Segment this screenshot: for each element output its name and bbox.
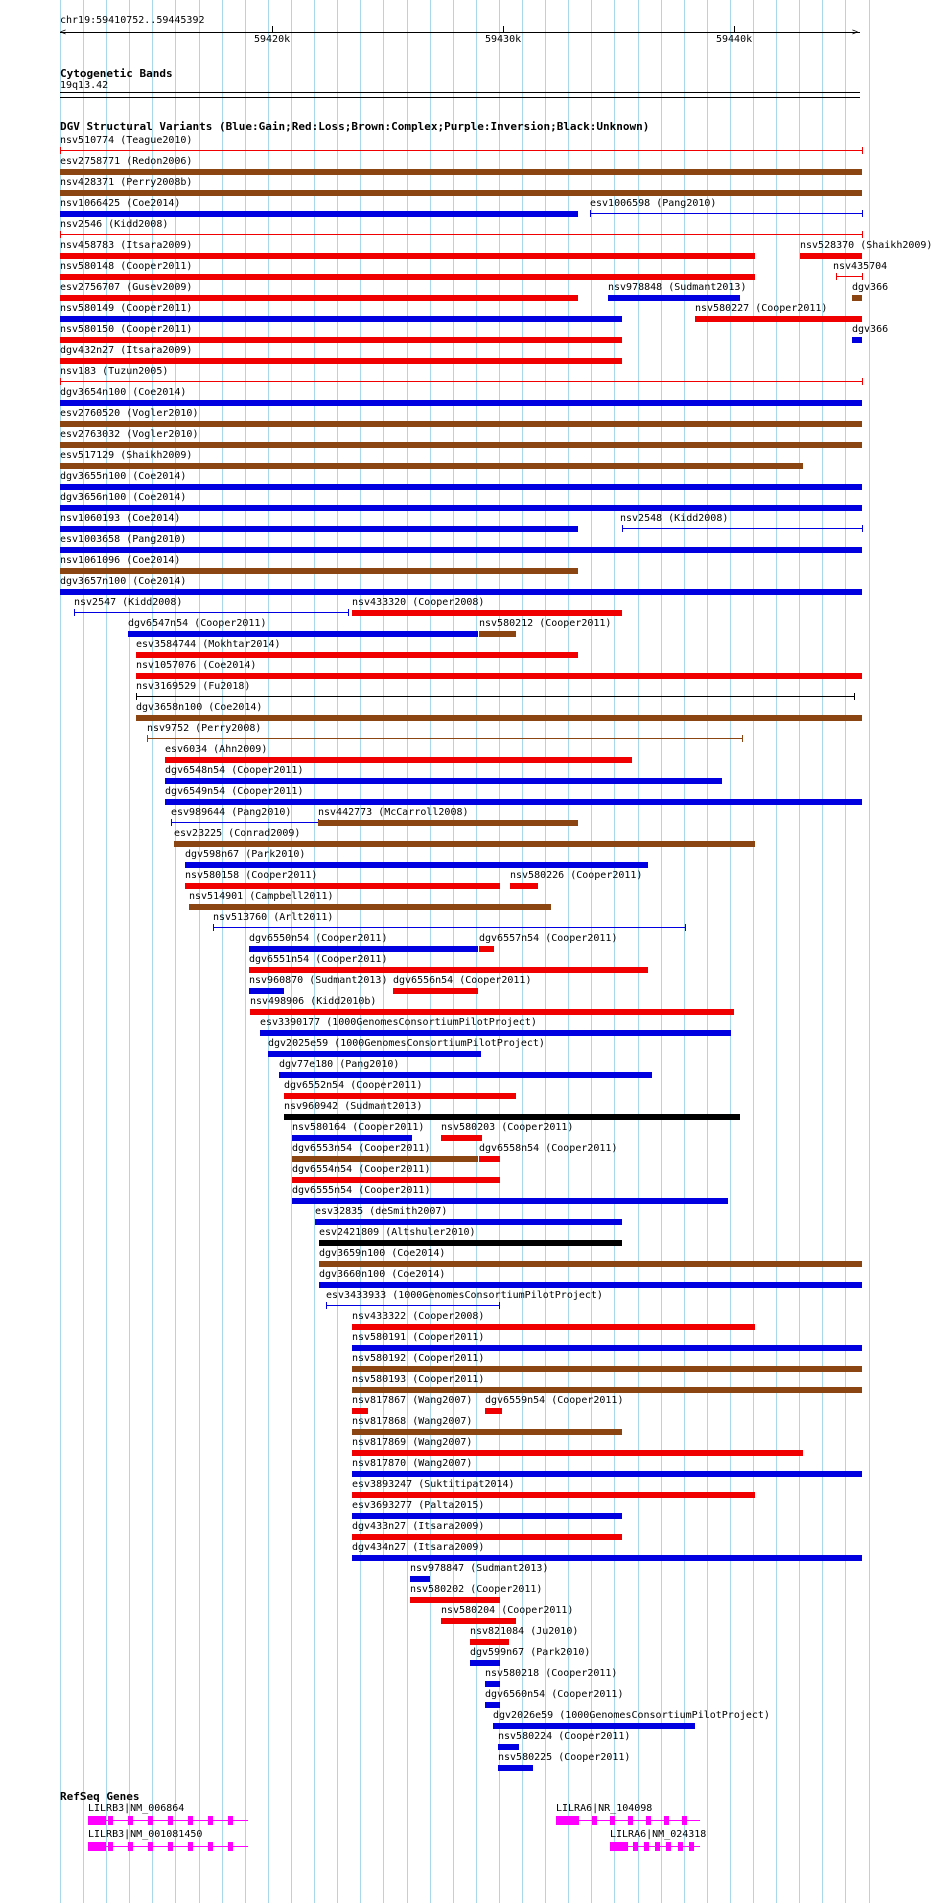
dgv-feature-bar[interactable] [60, 211, 578, 217]
refseq-gene-exon[interactable] [208, 1816, 213, 1825]
dgv-feature-endcap [60, 378, 61, 385]
dgv-feature-label[interactable]: nsv960942 (Sudmant2013) [284, 1101, 423, 1112]
refseq-gene-exon[interactable] [188, 1816, 193, 1825]
dgv-feature-bar[interactable] [60, 316, 622, 322]
ruler-tick-label: 59420k [254, 34, 291, 45]
refseq-gene-label[interactable]: LILRA6|NM_024318 [610, 1829, 707, 1840]
refseq-gene-exon[interactable] [689, 1842, 694, 1851]
dgv-feature-label[interactable]: esv6034 (Ahn2009) [165, 744, 268, 755]
dgv-feature-endcap [862, 210, 863, 217]
dgv-feature-label[interactable]: nsv510774 (Teague2010) [60, 135, 193, 146]
dgv-feature-label[interactable]: dgv6549n54 (Cooper2011) [165, 786, 304, 797]
dgv-feature-label[interactable]: esv3584744 (Mokhtar2014) [136, 639, 281, 650]
dgv-feature-label[interactable]: nsv183 (Tuzun2005) [60, 366, 169, 377]
dgv-feature-bar[interactable] [292, 1198, 728, 1204]
grid-line [245, 0, 246, 1903]
dgv-feature-bar[interactable] [185, 883, 500, 889]
dgv-feature-label[interactable]: esv3693277 (Palta2015) [352, 1500, 485, 1511]
dgv-feature-bar[interactable] [60, 295, 578, 301]
dgv-feature-label[interactable]: nsv580158 (Cooper2011) [185, 870, 318, 881]
refseq-gene-exon[interactable] [88, 1816, 106, 1825]
dgv-feature-bar[interactable] [165, 757, 632, 763]
dgv-feature-bar[interactable] [292, 1135, 412, 1141]
dgv-feature-bar[interactable] [410, 1576, 430, 1582]
dgv-feature-bar[interactable] [185, 862, 648, 868]
refseq-gene-exon[interactable] [682, 1816, 687, 1825]
dgv-feature-endcap [590, 210, 591, 217]
dgv-feature-label[interactable]: dgv77e180 (Pang2010) [279, 1059, 400, 1070]
dgv-feature-bar[interactable] [60, 505, 862, 511]
dgv-feature-label[interactable]: nsv580191 (Cooper2011) [352, 1332, 485, 1343]
grid-line [222, 0, 223, 1903]
dgv-feature-bar[interactable] [608, 295, 740, 301]
refseq-gene-exon[interactable] [88, 1842, 106, 1851]
refseq-gene-label[interactable]: LILRB3|NM_006864 [88, 1803, 185, 1814]
dgv-feature-bar[interactable] [800, 253, 862, 259]
dgv-feature-endcap [147, 735, 148, 742]
refseq-gene-exon[interactable] [644, 1842, 649, 1851]
dgv-feature-bar[interactable] [352, 1471, 862, 1477]
dgv-feature-label[interactable]: nsv580212 (Cooper2011) [479, 618, 612, 629]
grid-line [568, 0, 569, 1903]
dgv-feature-label[interactable]: nsv817868 (Wang2007) [352, 1416, 473, 1427]
dgv-feature-label[interactable]: dgv366 [852, 324, 889, 335]
dgv-feature-label[interactable]: dgv3655n100 (Coe2014) [60, 471, 187, 482]
dgv-feature-endcap [74, 609, 75, 616]
dgv-feature-endcap [60, 147, 61, 154]
dgv-feature-label[interactable]: nsv580225 (Cooper2011) [498, 1752, 631, 1763]
grid-line [822, 0, 823, 1903]
refseq-gene-exon[interactable] [666, 1842, 671, 1851]
ruler-tick [503, 26, 504, 33]
dgv-feature-label[interactable]: nsv514901 (Campbell2011) [189, 891, 334, 902]
refseq-gene-exon[interactable] [621, 1842, 626, 1851]
dgv-feature-bar[interactable] [318, 820, 578, 826]
dgv-feature-bar[interactable] [441, 1135, 482, 1141]
dgv-feature-bar[interactable] [498, 1765, 533, 1771]
dgv-feature-label[interactable]: nsv580227 (Cooper2011) [695, 303, 828, 314]
dgv-feature-bar[interactable] [479, 631, 516, 637]
dgv-feature-bar[interactable] [498, 1744, 519, 1750]
dgv-feature-bar[interactable] [485, 1681, 500, 1687]
dgv-feature-bar[interactable] [485, 1702, 500, 1708]
dgv-feature-label[interactable]: nsv458783 (Itsara2009) [60, 240, 193, 251]
dgv-feature-label[interactable]: nsv817870 (Wang2007) [352, 1458, 473, 1469]
dgv-feature-label[interactable]: esv2763032 (Vogler2010) [60, 429, 199, 440]
grid-line [799, 0, 800, 1903]
dgv-feature-bar[interactable] [852, 337, 862, 343]
dgv-feature-bar[interactable] [249, 967, 648, 973]
dgv-feature-endcap [836, 273, 837, 280]
dgv-feature-bar[interactable] [60, 526, 578, 532]
refseq-gene-label[interactable]: LILRB3|NM_001081450 [88, 1829, 203, 1840]
dgv-feature-bar[interactable] [393, 988, 478, 994]
dgv-feature-bar[interactable] [319, 1282, 862, 1288]
dgv-feature-label[interactable]: dgv366 [852, 282, 889, 293]
dgv-feature-label[interactable]: esv3433933 (1000GenomesConsortiumPilotProject) [326, 1290, 603, 1301]
dgv-feature-bar[interactable] [284, 1093, 516, 1099]
refseq-gene-exon[interactable] [592, 1816, 597, 1825]
dgv-feature-bar[interactable] [352, 1450, 803, 1456]
dgv-feature-bar[interactable] [136, 652, 578, 658]
dgv-feature-label[interactable]: nsv580226 (Cooper2011) [510, 870, 643, 881]
ruler-left-arrow[interactable]: < [60, 27, 67, 38]
dgv-feature-label[interactable]: nsv1057076 (Coe2014) [136, 660, 257, 671]
dgv-feature-label[interactable]: nsv978848 (Sudmant2013) [608, 282, 747, 293]
dgv-feature-bar[interactable] [352, 1492, 755, 1498]
dgv-feature-bar[interactable] [165, 799, 862, 805]
dgv-feature-endcap [622, 525, 623, 532]
dgv-feature-label[interactable]: dgv3658n100 (Coe2014) [136, 702, 263, 713]
dgv-feature-bar[interactable] [60, 568, 578, 574]
dgv-feature-label[interactable]: nsv1060193 (Coe2014) [60, 513, 181, 524]
dgv-feature-bar[interactable] [319, 1261, 862, 1267]
cytoband-track-title[interactable]: Cytogenetic Bands [60, 67, 173, 80]
dgv-feature-bar[interactable] [60, 463, 803, 469]
dgv-feature-label[interactable]: dgv6555n54 (Cooper2011) [292, 1185, 431, 1196]
dgv-feature-bar[interactable] [836, 276, 862, 277]
dgv-feature-bar[interactable] [284, 1114, 740, 1120]
dgv-feature-bar[interactable] [60, 547, 862, 553]
dgv-feature-bar[interactable] [352, 610, 622, 616]
dgv-feature-label[interactable]: dgv6557n54 (Cooper2011) [479, 933, 618, 944]
dgv-feature-label[interactable]: nsv442773 (McCarroll2008) [318, 807, 469, 818]
dgv-feature-label[interactable]: esv2421809 (Altshuler2010) [319, 1227, 476, 1238]
dgv-feature-label[interactable]: nsv580192 (Cooper2011) [352, 1353, 485, 1364]
dgv-feature-label[interactable]: dgv6556n54 (Cooper2011) [393, 975, 532, 986]
dgv-feature-label[interactable]: esv23225 (Conrad2009) [174, 828, 301, 839]
ruler-tick-label: 59440k [716, 34, 753, 45]
dgv-feature-label[interactable]: esv2760520 (Vogler2010) [60, 408, 199, 419]
dgv-feature-label[interactable]: dgv598n67 (Park2010) [185, 849, 306, 860]
dgv-feature-bar[interactable] [470, 1660, 500, 1666]
dgv-feature-bar[interactable] [470, 1639, 509, 1645]
dgv-feature-label[interactable]: nsv580202 (Cooper2011) [410, 1584, 543, 1595]
dgv-feature-label[interactable]: dgv434n27 (Itsara2009) [352, 1542, 485, 1553]
dgv-feature-endcap [862, 147, 863, 154]
ruler-tick-label: 59430k [485, 34, 522, 45]
grid-line [199, 0, 200, 1903]
refseq-gene-exon[interactable] [228, 1842, 233, 1851]
dgv-feature-label[interactable]: nsv580149 (Cooper2011) [60, 303, 193, 314]
dgv-feature-label[interactable]: nsv580218 (Cooper2011) [485, 1668, 618, 1679]
grid-line [591, 0, 592, 1903]
dgv-feature-label[interactable]: dgv2026e59 (1000GenomesConsortiumPilotProject) [493, 1710, 770, 1721]
dgv-feature-bar[interactable] [352, 1324, 755, 1330]
dgv-feature-label[interactable]: dgv599n67 (Park2010) [470, 1647, 591, 1658]
dgv-feature-bar[interactable] [315, 1219, 622, 1225]
dgv-feature-bar[interactable] [319, 1240, 622, 1246]
dgv-feature-bar[interactable] [292, 1156, 478, 1162]
dgv-feature-bar[interactable] [136, 715, 862, 721]
dgv-feature-label[interactable]: esv2758771 (Redon2006) [60, 156, 193, 167]
dgv-feature-label[interactable]: dgv6550n54 (Cooper2011) [249, 933, 388, 944]
dgv-feature-bar[interactable] [60, 421, 862, 427]
dgv-feature-label[interactable]: nsv2547 (Kidd2008) [74, 597, 183, 608]
dgv-feature-endcap [326, 1302, 327, 1309]
dgv-feature-label[interactable]: dgv3659n100 (Coe2014) [319, 1248, 446, 1259]
refseq-gene-exon[interactable] [128, 1842, 133, 1851]
grid-line [522, 0, 523, 1903]
dgv-feature-bar[interactable] [622, 528, 862, 529]
dgv-feature-bar[interactable] [292, 1177, 500, 1183]
refseq-gene-exon[interactable] [148, 1816, 153, 1825]
refseq-gene-exon[interactable] [108, 1816, 113, 1825]
dgv-feature-label[interactable]: nsv580164 (Cooper2011) [292, 1122, 425, 1133]
dgv-feature-bar[interactable] [74, 612, 348, 613]
dgv-feature-bar[interactable] [352, 1513, 622, 1519]
dgv-feature-bar[interactable] [60, 234, 862, 235]
dgv-feature-label[interactable]: nsv580203 (Cooper2011) [441, 1122, 574, 1133]
dgv-feature-label[interactable]: nsv3169529 (Fu2018) [136, 681, 251, 692]
dgv-feature-label[interactable]: nsv817867 (Wang2007) [352, 1395, 473, 1406]
dgv-feature-endcap [348, 609, 349, 616]
dgv-feature-endcap [854, 693, 855, 700]
refseq-gene-exon[interactable] [574, 1816, 579, 1825]
dgv-feature-bar[interactable] [60, 253, 755, 259]
dgv-feature-bar[interactable] [136, 696, 854, 697]
dgv-feature-bar[interactable] [60, 150, 862, 151]
dgv-feature-label[interactable]: nsv428371 (Perry2008b) [60, 177, 193, 188]
dgv-feature-endcap [60, 231, 61, 238]
dgv-feature-label[interactable]: dgv6551n54 (Cooper2011) [249, 954, 388, 965]
dgv-feature-label[interactable]: nsv433320 (Cooper2008) [352, 597, 485, 608]
dgv-feature-label[interactable]: dgv6554n54 (Cooper2011) [292, 1164, 431, 1175]
dgv-feature-bar[interactable] [189, 904, 551, 910]
dgv-feature-label[interactable]: esv989644 (Pang2010) [171, 807, 292, 818]
dgv-feature-bar[interactable] [60, 358, 622, 364]
grid-line [545, 0, 546, 1903]
dgv-feature-label[interactable]: nsv2546 (Kidd2008) [60, 219, 169, 230]
refseq-gene-exon[interactable] [556, 1816, 574, 1825]
dgv-feature-bar[interactable] [268, 1051, 481, 1057]
dgv-feature-label[interactable]: nsv513760 (Arlt2011) [213, 912, 334, 923]
dgv-feature-label[interactable]: dgv6558n54 (Cooper2011) [479, 1143, 618, 1154]
dgv-feature-label[interactable]: dgv3654n100 (Coe2014) [60, 387, 187, 398]
dgv-feature-label[interactable]: dgv433n27 (Itsara2009) [352, 1521, 485, 1532]
dgv-feature-label[interactable]: nsv2548 (Kidd2008) [620, 513, 729, 524]
refseq-gene-exon[interactable] [128, 1816, 133, 1825]
dgv-feature-label[interactable]: dgv6547n54 (Cooper2011) [128, 618, 267, 629]
dgv-feature-bar[interactable] [249, 946, 478, 952]
refseq-gene-exon[interactable] [646, 1816, 651, 1825]
refseq-track-title[interactable]: RefSeq Genes [60, 1790, 140, 1803]
dgv-feature-label[interactable]: dgv3656n100 (Coe2014) [60, 492, 187, 503]
refseq-gene-exon[interactable] [633, 1842, 638, 1851]
refseq-gene-exon[interactable] [228, 1816, 233, 1825]
dgv-feature-bar[interactable] [60, 442, 862, 448]
dgv-feature-label[interactable]: dgv6553n54 (Cooper2011) [292, 1143, 431, 1154]
dgv-feature-label[interactable]: nsv433322 (Cooper2008) [352, 1311, 485, 1322]
dgv-feature-label[interactable]: esv517129 (Shaikh2009) [60, 450, 193, 461]
refseq-gene-exon[interactable] [655, 1842, 660, 1851]
locus-label: chr19:59410752..59445392 [60, 15, 205, 26]
dgv-feature-bar[interactable] [260, 1030, 731, 1036]
dgv-feature-bar[interactable] [60, 169, 862, 175]
dgv-feature-bar[interactable] [60, 484, 862, 490]
dgv-feature-label[interactable]: esv3390177 (1000GenomesConsortiumPilotProject) [260, 1017, 537, 1028]
dgv-feature-label[interactable]: nsv1061096 (Coe2014) [60, 555, 181, 566]
dgv-feature-label[interactable]: nsv580193 (Cooper2011) [352, 1374, 485, 1385]
dgv-feature-bar[interactable] [485, 1408, 502, 1414]
dgv-feature-bar[interactable] [60, 589, 862, 595]
dgv-feature-label[interactable]: nsv580204 (Cooper2011) [441, 1605, 574, 1616]
dgv-feature-bar[interactable] [60, 400, 862, 406]
dgv-feature-label[interactable]: esv1006598 (Pang2010) [590, 198, 717, 209]
dgv-feature-bar[interactable] [250, 1009, 734, 1015]
dgv-feature-label[interactable]: nsv580224 (Cooper2011) [498, 1731, 631, 1742]
cytoband-bar-bottom [60, 97, 860, 98]
ruler-right-arrow[interactable]: > [852, 27, 859, 38]
dgv-feature-bar[interactable] [441, 1618, 516, 1624]
refseq-gene-exon[interactable] [208, 1842, 213, 1851]
dgv-feature-endcap [136, 693, 137, 700]
dgv-feature-bar[interactable] [60, 274, 755, 280]
dgv-feature-bar[interactable] [479, 946, 494, 952]
dgv-feature-label[interactable]: nsv817869 (Wang2007) [352, 1437, 473, 1448]
dgv-feature-endcap [862, 273, 863, 280]
dgv-feature-bar[interactable] [326, 1305, 499, 1306]
dgv-feature-bar[interactable] [249, 988, 284, 994]
refseq-gene-exon[interactable] [188, 1842, 193, 1851]
dgv-feature-bar[interactable] [136, 673, 862, 679]
dgv-feature-label[interactable]: esv32835 (deSmith2007) [315, 1206, 448, 1217]
dgv-feature-bar[interactable] [410, 1597, 500, 1603]
dgv-feature-bar[interactable] [695, 316, 862, 322]
dgv-feature-endcap [499, 1302, 500, 1309]
dgv-feature-bar[interactable] [590, 213, 862, 214]
dgv-feature-bar[interactable] [510, 883, 538, 889]
dgv-feature-bar[interactable] [171, 822, 318, 823]
dgv-feature-endcap [742, 735, 743, 742]
dgv-feature-label[interactable]: dgv2025e59 (1000GenomesConsortiumPilotProject) [268, 1038, 545, 1049]
dgv-feature-endcap [862, 525, 863, 532]
dgv-feature-label[interactable]: dgv432n27 (Itsara2009) [60, 345, 193, 356]
dgv-feature-bar[interactable] [352, 1366, 862, 1372]
grid-line [753, 0, 754, 1903]
dgv-feature-label[interactable]: esv1003658 (Pang2010) [60, 534, 187, 545]
refseq-gene-exon[interactable] [168, 1816, 173, 1825]
dgv-feature-label[interactable]: nsv1066425 (Coe2014) [60, 198, 181, 209]
dgv-feature-bar[interactable] [128, 631, 478, 637]
dgv-feature-label[interactable]: nsv580148 (Cooper2011) [60, 261, 193, 272]
dgv-feature-label[interactable]: esv3893247 (Suktitipat2014) [352, 1479, 515, 1490]
dgv-feature-endcap [171, 819, 172, 826]
grid-line [776, 0, 777, 1903]
dgv-feature-bar[interactable] [352, 1534, 622, 1540]
refseq-gene-exon[interactable] [108, 1842, 113, 1851]
refseq-gene-exon[interactable] [610, 1816, 615, 1825]
dgv-feature-bar[interactable] [479, 1156, 500, 1162]
dgv-feature-bar[interactable] [60, 190, 862, 196]
dgv-feature-label[interactable]: nsv580150 (Cooper2011) [60, 324, 193, 335]
refseq-gene-exon[interactable] [148, 1842, 153, 1851]
dgv-feature-bar[interactable] [279, 1072, 652, 1078]
dgv-feature-bar[interactable] [174, 841, 755, 847]
dgv-feature-endcap [862, 231, 863, 238]
refseq-gene-label[interactable]: LILRA6|NR_104098 [556, 1803, 653, 1814]
dgv-feature-label[interactable]: nsv821084 (Ju2010) [470, 1626, 579, 1637]
dgv-feature-bar[interactable] [352, 1429, 622, 1435]
dgv-feature-label[interactable]: nsv978847 (Sudmant2013) [410, 1563, 549, 1574]
dgv-feature-bar[interactable] [147, 738, 742, 739]
dgv-feature-label[interactable]: dgv6559n54 (Cooper2011) [485, 1395, 624, 1406]
dgv-feature-label[interactable]: nsv498906 (Kidd2010b) [250, 996, 377, 1007]
refseq-gene-exon[interactable] [678, 1842, 683, 1851]
dgv-feature-label[interactable]: dgv3657n100 (Coe2014) [60, 576, 187, 587]
grid-line [845, 0, 846, 1903]
dgv-feature-bar[interactable] [60, 381, 862, 382]
dgv-feature-bar[interactable] [165, 778, 722, 784]
dgv-feature-bar[interactable] [352, 1345, 862, 1351]
ruler-axis [60, 32, 860, 33]
dgv-feature-endcap [862, 378, 863, 385]
refseq-gene-exon[interactable] [664, 1816, 669, 1825]
dgv-feature-label[interactable]: nsv528370 (Shaikh2009) [800, 240, 932, 251]
ruler-tick [734, 26, 735, 33]
dgv-feature-label[interactable]: dgv6560n54 (Cooper2011) [485, 1689, 624, 1700]
refseq-gene-exon[interactable] [168, 1842, 173, 1851]
dgv-feature-label[interactable]: nsv960870 (Sudmant2013) [249, 975, 388, 986]
dgv-feature-label[interactable]: nsv435704 [833, 261, 888, 272]
dgv-feature-endcap [685, 924, 686, 931]
dgv-feature-bar[interactable] [852, 295, 862, 301]
dgv-feature-label[interactable]: dgv3660n100 (Coe2014) [319, 1269, 446, 1280]
ruler-tick [272, 26, 273, 33]
dgv-feature-endcap [213, 924, 214, 931]
dgv-feature-bar[interactable] [213, 927, 685, 928]
cytoband-bar-top [60, 92, 860, 93]
cytoband-label: 19q13.42 [60, 80, 109, 91]
dgv-track-title[interactable]: DGV Structural Variants (Blue:Gain;Red:Loss;Brown:Complex;Purple:Inversion;Black:Unknown) [60, 120, 650, 133]
dgv-feature-bar[interactable] [352, 1555, 862, 1561]
dgv-feature-bar[interactable] [60, 337, 622, 343]
refseq-gene-exon[interactable] [628, 1816, 633, 1825]
dgv-feature-bar[interactable] [493, 1723, 695, 1729]
dgv-feature-label[interactable]: esv2756707 (Gusev2009) [60, 282, 193, 293]
dgv-feature-label[interactable]: nsv9752 (Perry2008) [147, 723, 262, 734]
dgv-feature-bar[interactable] [352, 1408, 368, 1414]
dgv-feature-label[interactable]: dgv6552n54 (Cooper2011) [284, 1080, 423, 1091]
dgv-feature-label[interactable]: dgv6548n54 (Cooper2011) [165, 765, 304, 776]
dgv-feature-bar[interactable] [352, 1387, 862, 1393]
